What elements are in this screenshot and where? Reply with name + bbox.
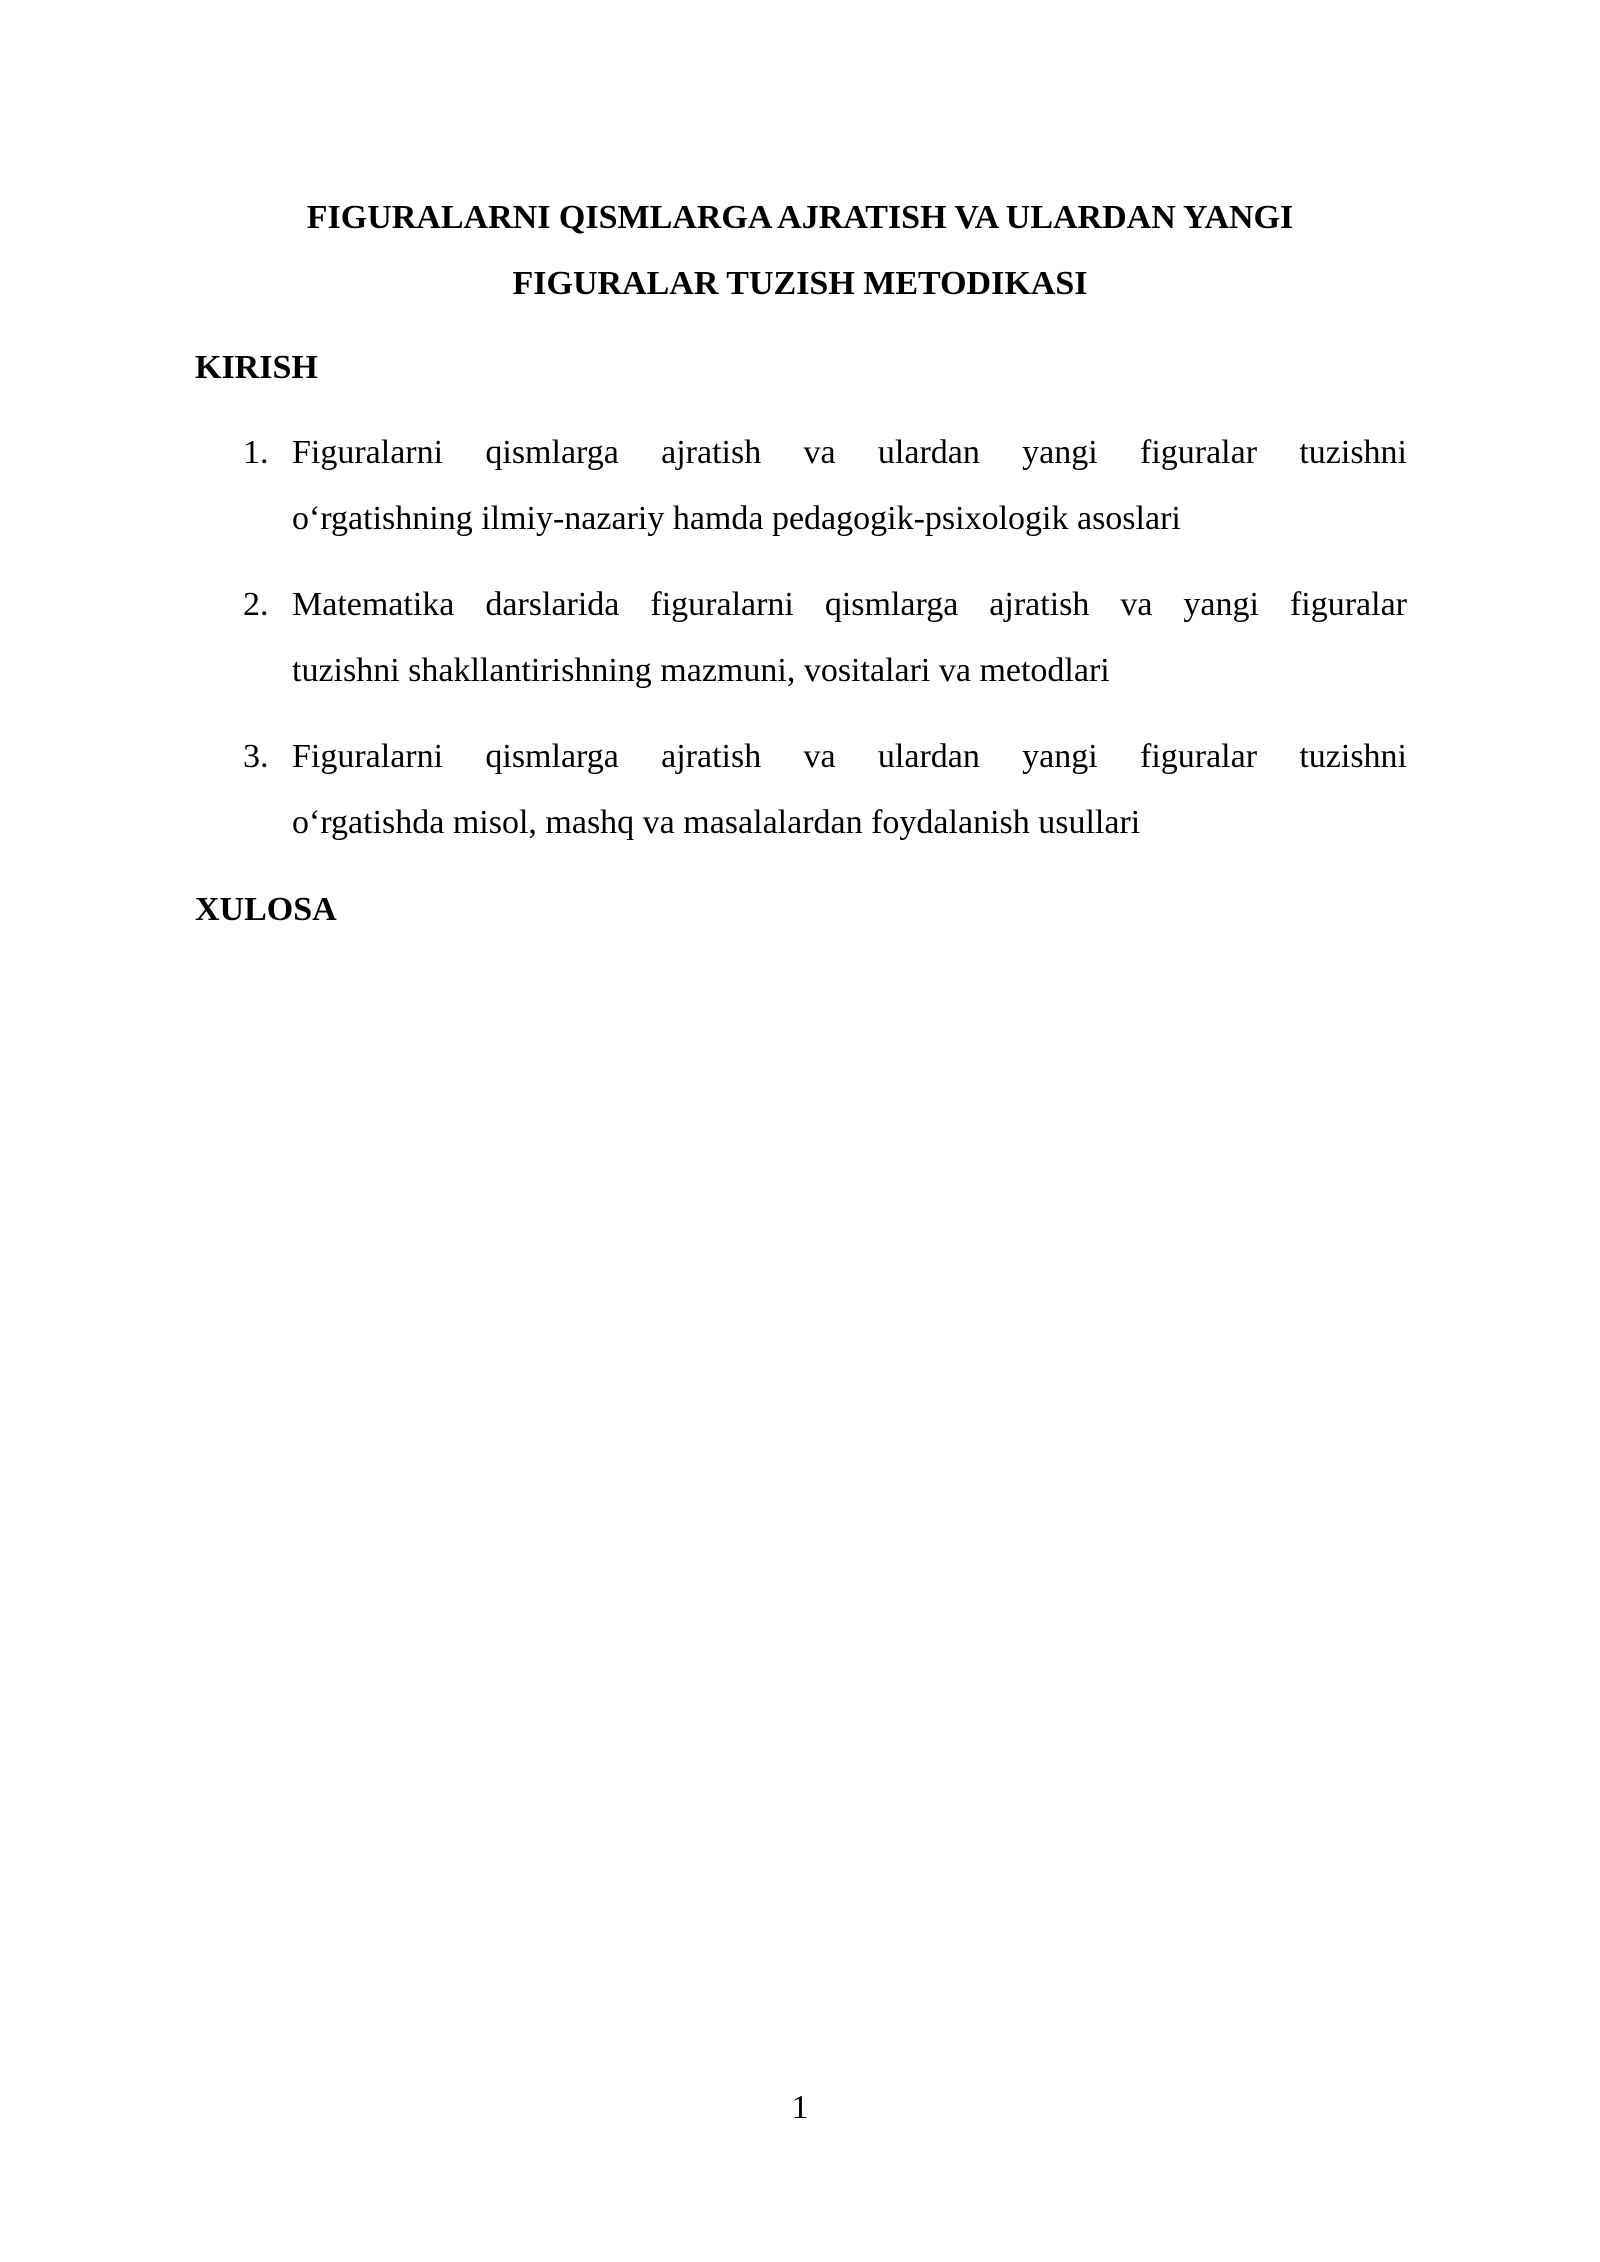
conclusion-heading: XULOSA <box>195 891 337 928</box>
page-number: 1 <box>791 2089 809 2126</box>
contents-item-number: 3. <box>243 738 269 775</box>
intro-heading: KIRISH <box>195 349 318 386</box>
contents-item-line: tuzishni shakllantirishning mazmuni, vositalari va metodlari <box>292 652 1110 689</box>
contents-item-2 <box>195 572 1407 704</box>
contents-item-line: o‘rgatishda misol, mashq va masalalardan foydalanish usullari <box>292 804 1141 841</box>
title-line-2: FIGURALAR TUZISH METODIKASI <box>512 265 1088 302</box>
title-line-1: FIGURALARNI QISMLARGA AJRATISH VA ULARDAN YANGI <box>306 199 1294 236</box>
contents-item-3 <box>195 724 1407 856</box>
contents-item-number: 2. <box>243 586 269 623</box>
document-title <box>195 185 1405 317</box>
contents-item-line: Figuralarni qismlarga ajratish va ulardan yangi figuralar tuzishni <box>292 738 1407 775</box>
contents-item-1 <box>195 420 1407 552</box>
contents-list <box>195 420 1407 876</box>
contents-item-number: 1. <box>243 434 269 471</box>
contents-item-line: Figuralarni qismlarga ajratish va ulardan yangi figuralar tuzishni <box>292 434 1407 471</box>
contents-item-line: o‘rgatishning ilmiy-nazariy hamda pedagogik-psixologik asoslari <box>292 500 1181 537</box>
contents-item-line: Matematika darslarida figuralarni qismlarga ajratish va yangi figuralar <box>292 586 1407 623</box>
